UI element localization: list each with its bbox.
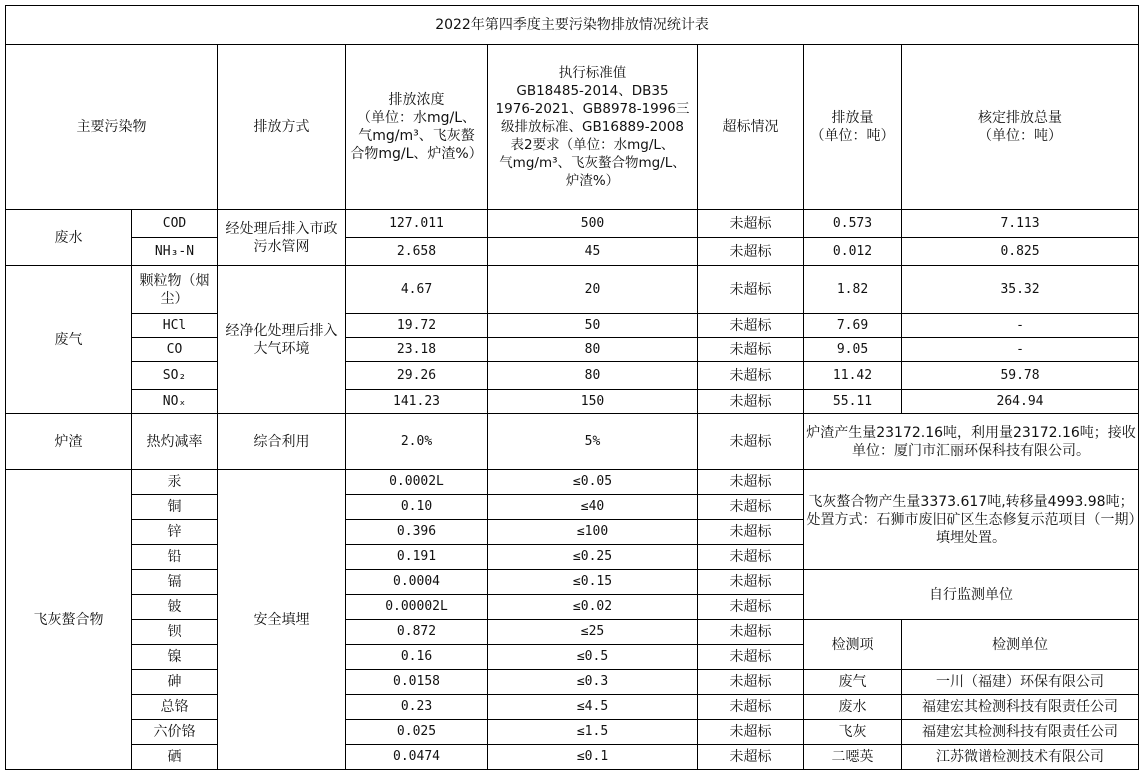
- header-method: 排放方式: [218, 45, 346, 210]
- exceed-status: 未超标: [698, 720, 804, 745]
- concentration-value: 0.191: [346, 545, 488, 570]
- pollutant-item: 硒: [132, 745, 218, 770]
- concentration-value: 0.872: [346, 620, 488, 645]
- exceed-status: 未超标: [698, 620, 804, 645]
- standard-value: ≤1.5: [488, 720, 698, 745]
- approved-total: 35.32: [902, 266, 1139, 314]
- discharge-method: 经净化处理后排入大气环境: [218, 266, 346, 414]
- table-row: [6, 620, 1139, 645]
- pollutant-item: 六价铬: [132, 720, 218, 745]
- pollutant-item: 颗粒物（烟尘）: [132, 266, 218, 314]
- approved-total: 59.78: [902, 362, 1139, 390]
- discharge-method: 经处理后排入市政污水管网: [218, 210, 346, 266]
- table-row: [6, 670, 1139, 695]
- standard-value: 5%: [488, 414, 698, 470]
- standard-value: 50: [488, 314, 698, 338]
- standard-value: ≤0.05: [488, 470, 698, 495]
- standard-value: ≤0.25: [488, 545, 698, 570]
- discharge-method: 综合利用: [218, 414, 346, 470]
- exceed-status: 未超标: [698, 470, 804, 495]
- concentration-value: 0.00002L: [346, 595, 488, 620]
- concentration-value: 23.18: [346, 338, 488, 362]
- pollutant-statistics-table: [5, 5, 1139, 770]
- monitoring-header-item: 检测项: [804, 620, 902, 670]
- header-standard: 执行标准值 GB18485-2014、DB35 1976-2021、GB8978-1996三 级排放标准、GB16889-2008 表2要求（单位：水mg/L、 气mg/m³、飞灰螯合物mg/L、 炉渣%）: [488, 45, 698, 210]
- pollutant-item: 镉: [132, 570, 218, 595]
- concentration-value: 29.26: [346, 362, 488, 390]
- monitoring-unit: 江苏微谱检测技术有限公司: [902, 745, 1139, 770]
- pollutant-item: HCl: [132, 314, 218, 338]
- concentration-value: 141.23: [346, 390, 488, 414]
- exceed-status: 未超标: [698, 545, 804, 570]
- table-row: [6, 390, 1139, 414]
- table-row: [6, 210, 1139, 238]
- pollutant-item: 锌: [132, 520, 218, 545]
- table-row: [6, 470, 1139, 495]
- standard-value: 80: [488, 362, 698, 390]
- exceed-status: 未超标: [698, 414, 804, 470]
- standard-value: ≤0.02: [488, 595, 698, 620]
- pollutant-item: SO₂: [132, 362, 218, 390]
- exceed-status: 未超标: [698, 495, 804, 520]
- monitoring-unit: 一川（福建）环保有限公司: [902, 670, 1139, 695]
- monitoring-item: 废水: [804, 695, 902, 720]
- exceed-status: 未超标: [698, 645, 804, 670]
- exceed-status: 未超标: [698, 266, 804, 314]
- exceed-status: 未超标: [698, 338, 804, 362]
- header-exceed-status: 超标情况: [698, 45, 804, 210]
- standard-value: 80: [488, 338, 698, 362]
- concentration-value: 2.658: [346, 238, 488, 266]
- category-wastewater: 废水: [6, 210, 132, 266]
- table-row: [6, 338, 1139, 362]
- monitoring-unit: 福建宏其检测科技有限责任公司: [902, 695, 1139, 720]
- concentration-value: 0.0474: [346, 745, 488, 770]
- pollutant-item: 铅: [132, 545, 218, 570]
- table-row: [6, 745, 1139, 770]
- pollutant-item: 钡: [132, 620, 218, 645]
- category-slag: 炉渣: [6, 414, 132, 470]
- table-title: 2022年第四季度主要污染物排放情况统计表: [6, 6, 1139, 45]
- monitoring-header-unit: 检测单位: [902, 620, 1139, 670]
- standard-value: 500: [488, 210, 698, 238]
- monitoring-item: 飞灰: [804, 720, 902, 745]
- pollutant-item: NOₓ: [132, 390, 218, 414]
- emission-amount: 0.573: [804, 210, 902, 238]
- exceed-status: 未超标: [698, 362, 804, 390]
- concentration-value: 0.0004: [346, 570, 488, 595]
- emission-amount: 11.42: [804, 362, 902, 390]
- pollutant-item: 总铬: [132, 695, 218, 720]
- discharge-method: 安全填埋: [218, 470, 346, 770]
- concentration-value: 0.396: [346, 520, 488, 545]
- emission-amount: 55.11: [804, 390, 902, 414]
- concentration-value: 4.67: [346, 266, 488, 314]
- exceed-status: 未超标: [698, 570, 804, 595]
- standard-value: ≤0.5: [488, 645, 698, 670]
- exceed-status: 未超标: [698, 210, 804, 238]
- standard-value: ≤0.1: [488, 745, 698, 770]
- monitoring-unit: 福建宏其检测科技有限责任公司: [902, 720, 1139, 745]
- approved-total: -: [902, 314, 1139, 338]
- category-exhaust: 废气: [6, 266, 132, 414]
- pollutant-item: 砷: [132, 670, 218, 695]
- table-row: [6, 362, 1139, 390]
- exceed-status: 未超标: [698, 745, 804, 770]
- exceed-status: 未超标: [698, 314, 804, 338]
- exceed-status: 未超标: [698, 520, 804, 545]
- fly-ash-note: 飞灰螯合物产生量3373.617吨,转移量4993.98吨； 处置方式：石狮市废旧矿区生态修复示范项目（一期）填埋处置。: [804, 470, 1139, 570]
- standard-value: ≤0.15: [488, 570, 698, 595]
- concentration-value: 127.011: [346, 210, 488, 238]
- standard-value: ≤100: [488, 520, 698, 545]
- pollutant-item: NH₃-N: [132, 238, 218, 266]
- approved-total: 7.113: [902, 210, 1139, 238]
- pollutant-item: 汞: [132, 470, 218, 495]
- concentration-value: 0.025: [346, 720, 488, 745]
- table-row: [6, 570, 1139, 595]
- concentration-value: 0.16: [346, 645, 488, 670]
- standard-value: 150: [488, 390, 698, 414]
- pollutant-item: 镍: [132, 645, 218, 670]
- standard-value: ≤25: [488, 620, 698, 645]
- table-row: [6, 238, 1139, 266]
- emission-amount: 7.69: [804, 314, 902, 338]
- standard-value: ≤0.3: [488, 670, 698, 695]
- table-row: [6, 414, 1139, 470]
- pollutant-item: 铜: [132, 495, 218, 520]
- table-row: [6, 266, 1139, 314]
- category-fly-ash: 飞灰螯合物: [6, 470, 132, 770]
- concentration-value: 0.10: [346, 495, 488, 520]
- monitoring-title: 自行监测单位: [804, 570, 1139, 620]
- pollutant-item: 热灼减率: [132, 414, 218, 470]
- table-row: [6, 314, 1139, 338]
- emission-amount: 0.012: [804, 238, 902, 266]
- exceed-status: 未超标: [698, 670, 804, 695]
- table-row: [6, 695, 1139, 720]
- pollutant-item: COD: [132, 210, 218, 238]
- exceed-status: 未超标: [698, 390, 804, 414]
- emission-amount: 9.05: [804, 338, 902, 362]
- standard-value: ≤40: [488, 495, 698, 520]
- pollutant-item: CO: [132, 338, 218, 362]
- header-pollutant: 主要污染物: [6, 45, 218, 210]
- approved-total: 0.825: [902, 238, 1139, 266]
- concentration-value: 0.0002L: [346, 470, 488, 495]
- header-emission-amount: 排放量 （单位：吨）: [804, 45, 902, 210]
- header-concentration: 排放浓度 （单位：水mg/L、 气mg/m³、飞灰螯 合物mg/L、炉渣%）: [346, 45, 488, 210]
- pollutant-item: 铍: [132, 595, 218, 620]
- exceed-status: 未超标: [698, 238, 804, 266]
- standard-value: ≤4.5: [488, 695, 698, 720]
- standard-value: 20: [488, 266, 698, 314]
- standard-value: 45: [488, 238, 698, 266]
- approved-total: 264.94: [902, 390, 1139, 414]
- concentration-value: 0.0158: [346, 670, 488, 695]
- slag-note: 炉渣产生量23172.16吨，利用量23172.16吨；接收单位：厦门市汇丽环保科技有限公司。: [804, 414, 1139, 470]
- approved-total: -: [902, 338, 1139, 362]
- exceed-status: 未超标: [698, 695, 804, 720]
- concentration-value: 19.72: [346, 314, 488, 338]
- monitoring-item: 二噁英: [804, 745, 902, 770]
- concentration-value: 2.0%: [346, 414, 488, 470]
- concentration-value: 0.23: [346, 695, 488, 720]
- monitoring-item: 废气: [804, 670, 902, 695]
- table-row: [6, 720, 1139, 745]
- header-approved-total: 核定排放总量 （单位：吨）: [902, 45, 1139, 210]
- emission-amount: 1.82: [804, 266, 902, 314]
- exceed-status: 未超标: [698, 595, 804, 620]
